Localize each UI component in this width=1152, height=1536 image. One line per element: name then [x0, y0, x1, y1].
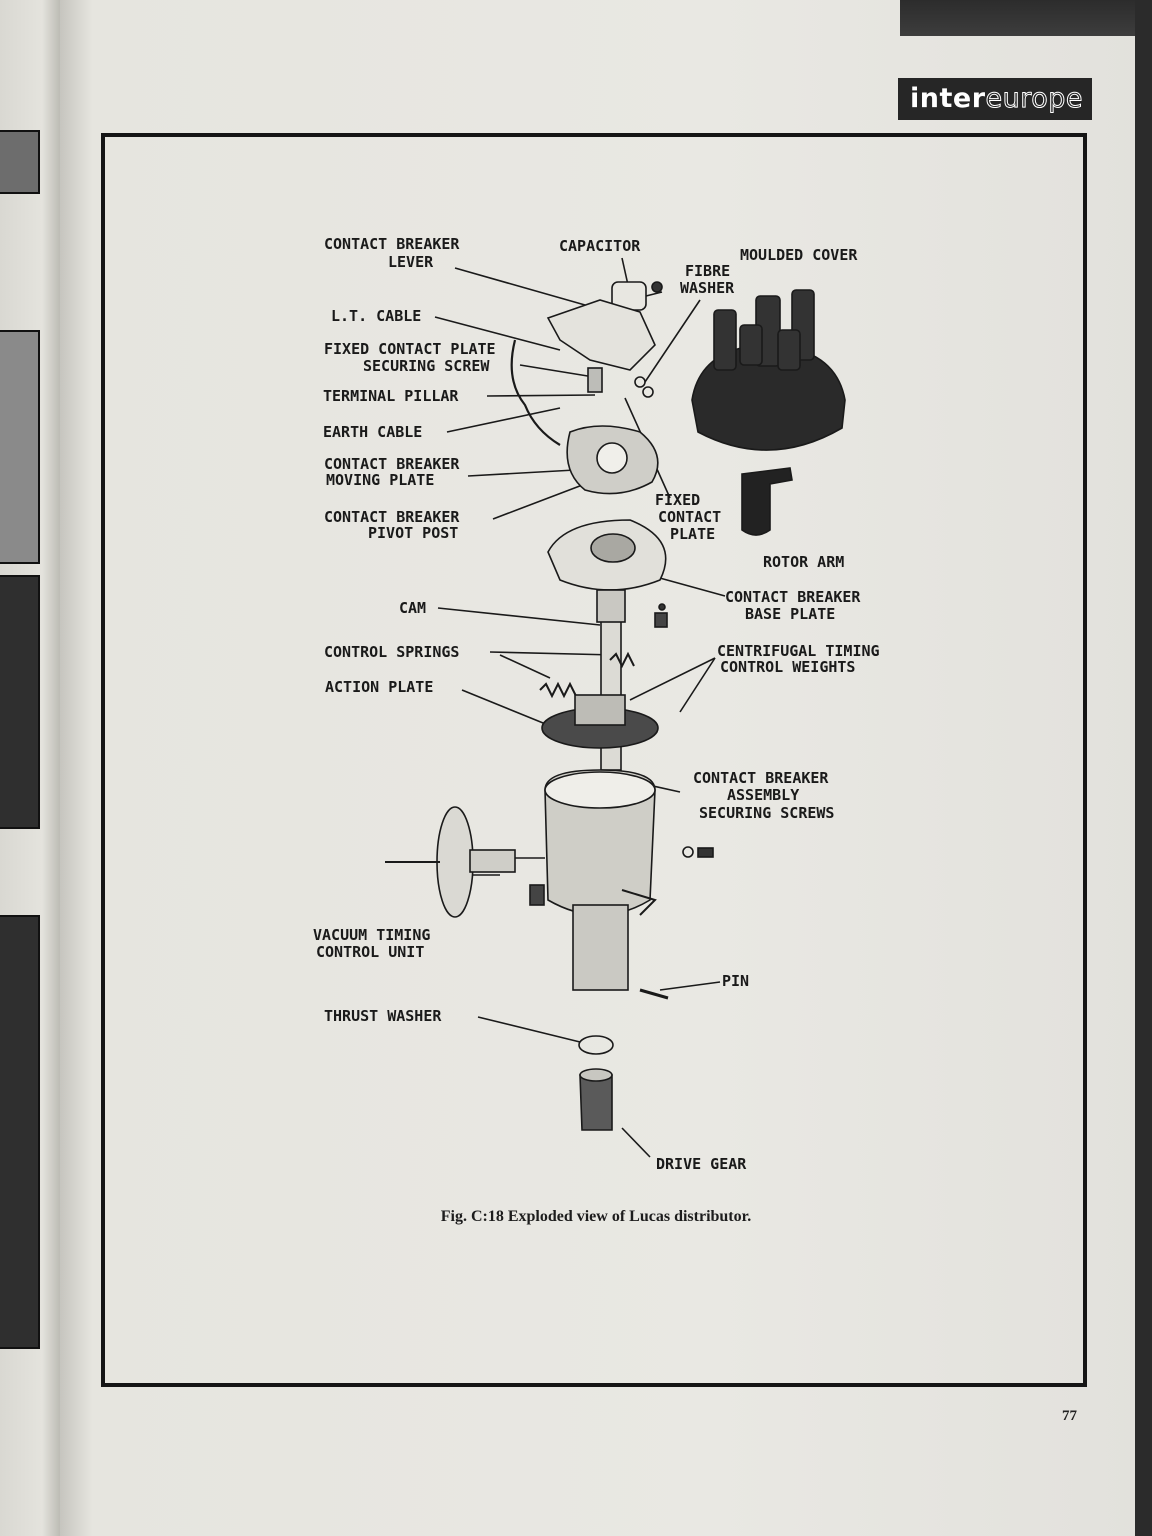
label-fixed-contact-plate-2: CONTACT: [658, 508, 722, 526]
label-fixed-contact-plate-screw: FIXED CONTACT PLATE: [324, 340, 496, 358]
label-thrust-washer: THRUST WASHER: [324, 1007, 442, 1025]
label-fixed-contact-plate-screw-2: SECURING SCREW: [363, 357, 490, 375]
label-fibre-washer: FIBRE: [685, 262, 731, 280]
label-fixed-contact-plate-3: PLATE: [670, 525, 716, 543]
label-vacuum-unit-2: CONTROL UNIT: [316, 943, 425, 961]
label-assembly-screws-3: SECURING SCREWS: [699, 804, 835, 822]
label-terminal-pillar: TERMINAL PILLAR: [323, 387, 459, 405]
label-cam: CAM: [399, 599, 427, 617]
label-centrifugal-weights: CENTRIFUGAL TIMING: [717, 642, 880, 660]
label-rotor-arm: ROTOR ARM: [763, 553, 845, 571]
label-fibre-washer-2: WASHER: [680, 279, 735, 297]
label-earth-cable: EARTH CABLE: [323, 423, 423, 441]
label-capacitor: CAPACITOR: [559, 237, 641, 255]
label-action-plate: ACTION PLATE: [325, 678, 434, 696]
label-pin: PIN: [722, 972, 750, 990]
label-lt-cable: L.T. CABLE: [331, 307, 422, 325]
label-vacuum-unit: VACUUM TIMING: [313, 926, 431, 944]
label-pivot-post: CONTACT BREAKER: [324, 508, 460, 526]
brand-logo-part2: europe: [985, 83, 1084, 114]
label-moulded-cover: MOULDED COVER: [740, 246, 858, 264]
label-pivot-post-2: PIVOT POST: [368, 524, 459, 542]
label-assembly-screws: CONTACT BREAKER: [693, 769, 829, 787]
label-contact-breaker-lever-2: LEVER: [388, 253, 434, 271]
label-moving-plate: CONTACT BREAKER: [324, 455, 460, 473]
label-centrifugal-weights-2: CONTROL WEIGHTS: [720, 658, 856, 676]
label-base-plate-2: BASE PLATE: [745, 605, 836, 623]
label-drive-gear: DRIVE GEAR: [656, 1155, 747, 1173]
label-contact-breaker-lever: CONTACT BREAKER: [324, 235, 460, 253]
label-assembly-screws-2: ASSEMBLY: [727, 786, 800, 804]
brand-logo-part1: inter: [910, 83, 986, 114]
label-moving-plate-2: MOVING PLATE: [326, 471, 435, 489]
page-number: 77: [1062, 1408, 1077, 1424]
label-base-plate: CONTACT BREAKER: [725, 588, 861, 606]
figure-caption: Fig. C:18 Exploded view of Lucas distributor.: [440, 1208, 752, 1225]
label-fixed-contact-plate: FIXED: [655, 491, 701, 509]
label-control-springs: CONTROL SPRINGS: [324, 643, 460, 661]
